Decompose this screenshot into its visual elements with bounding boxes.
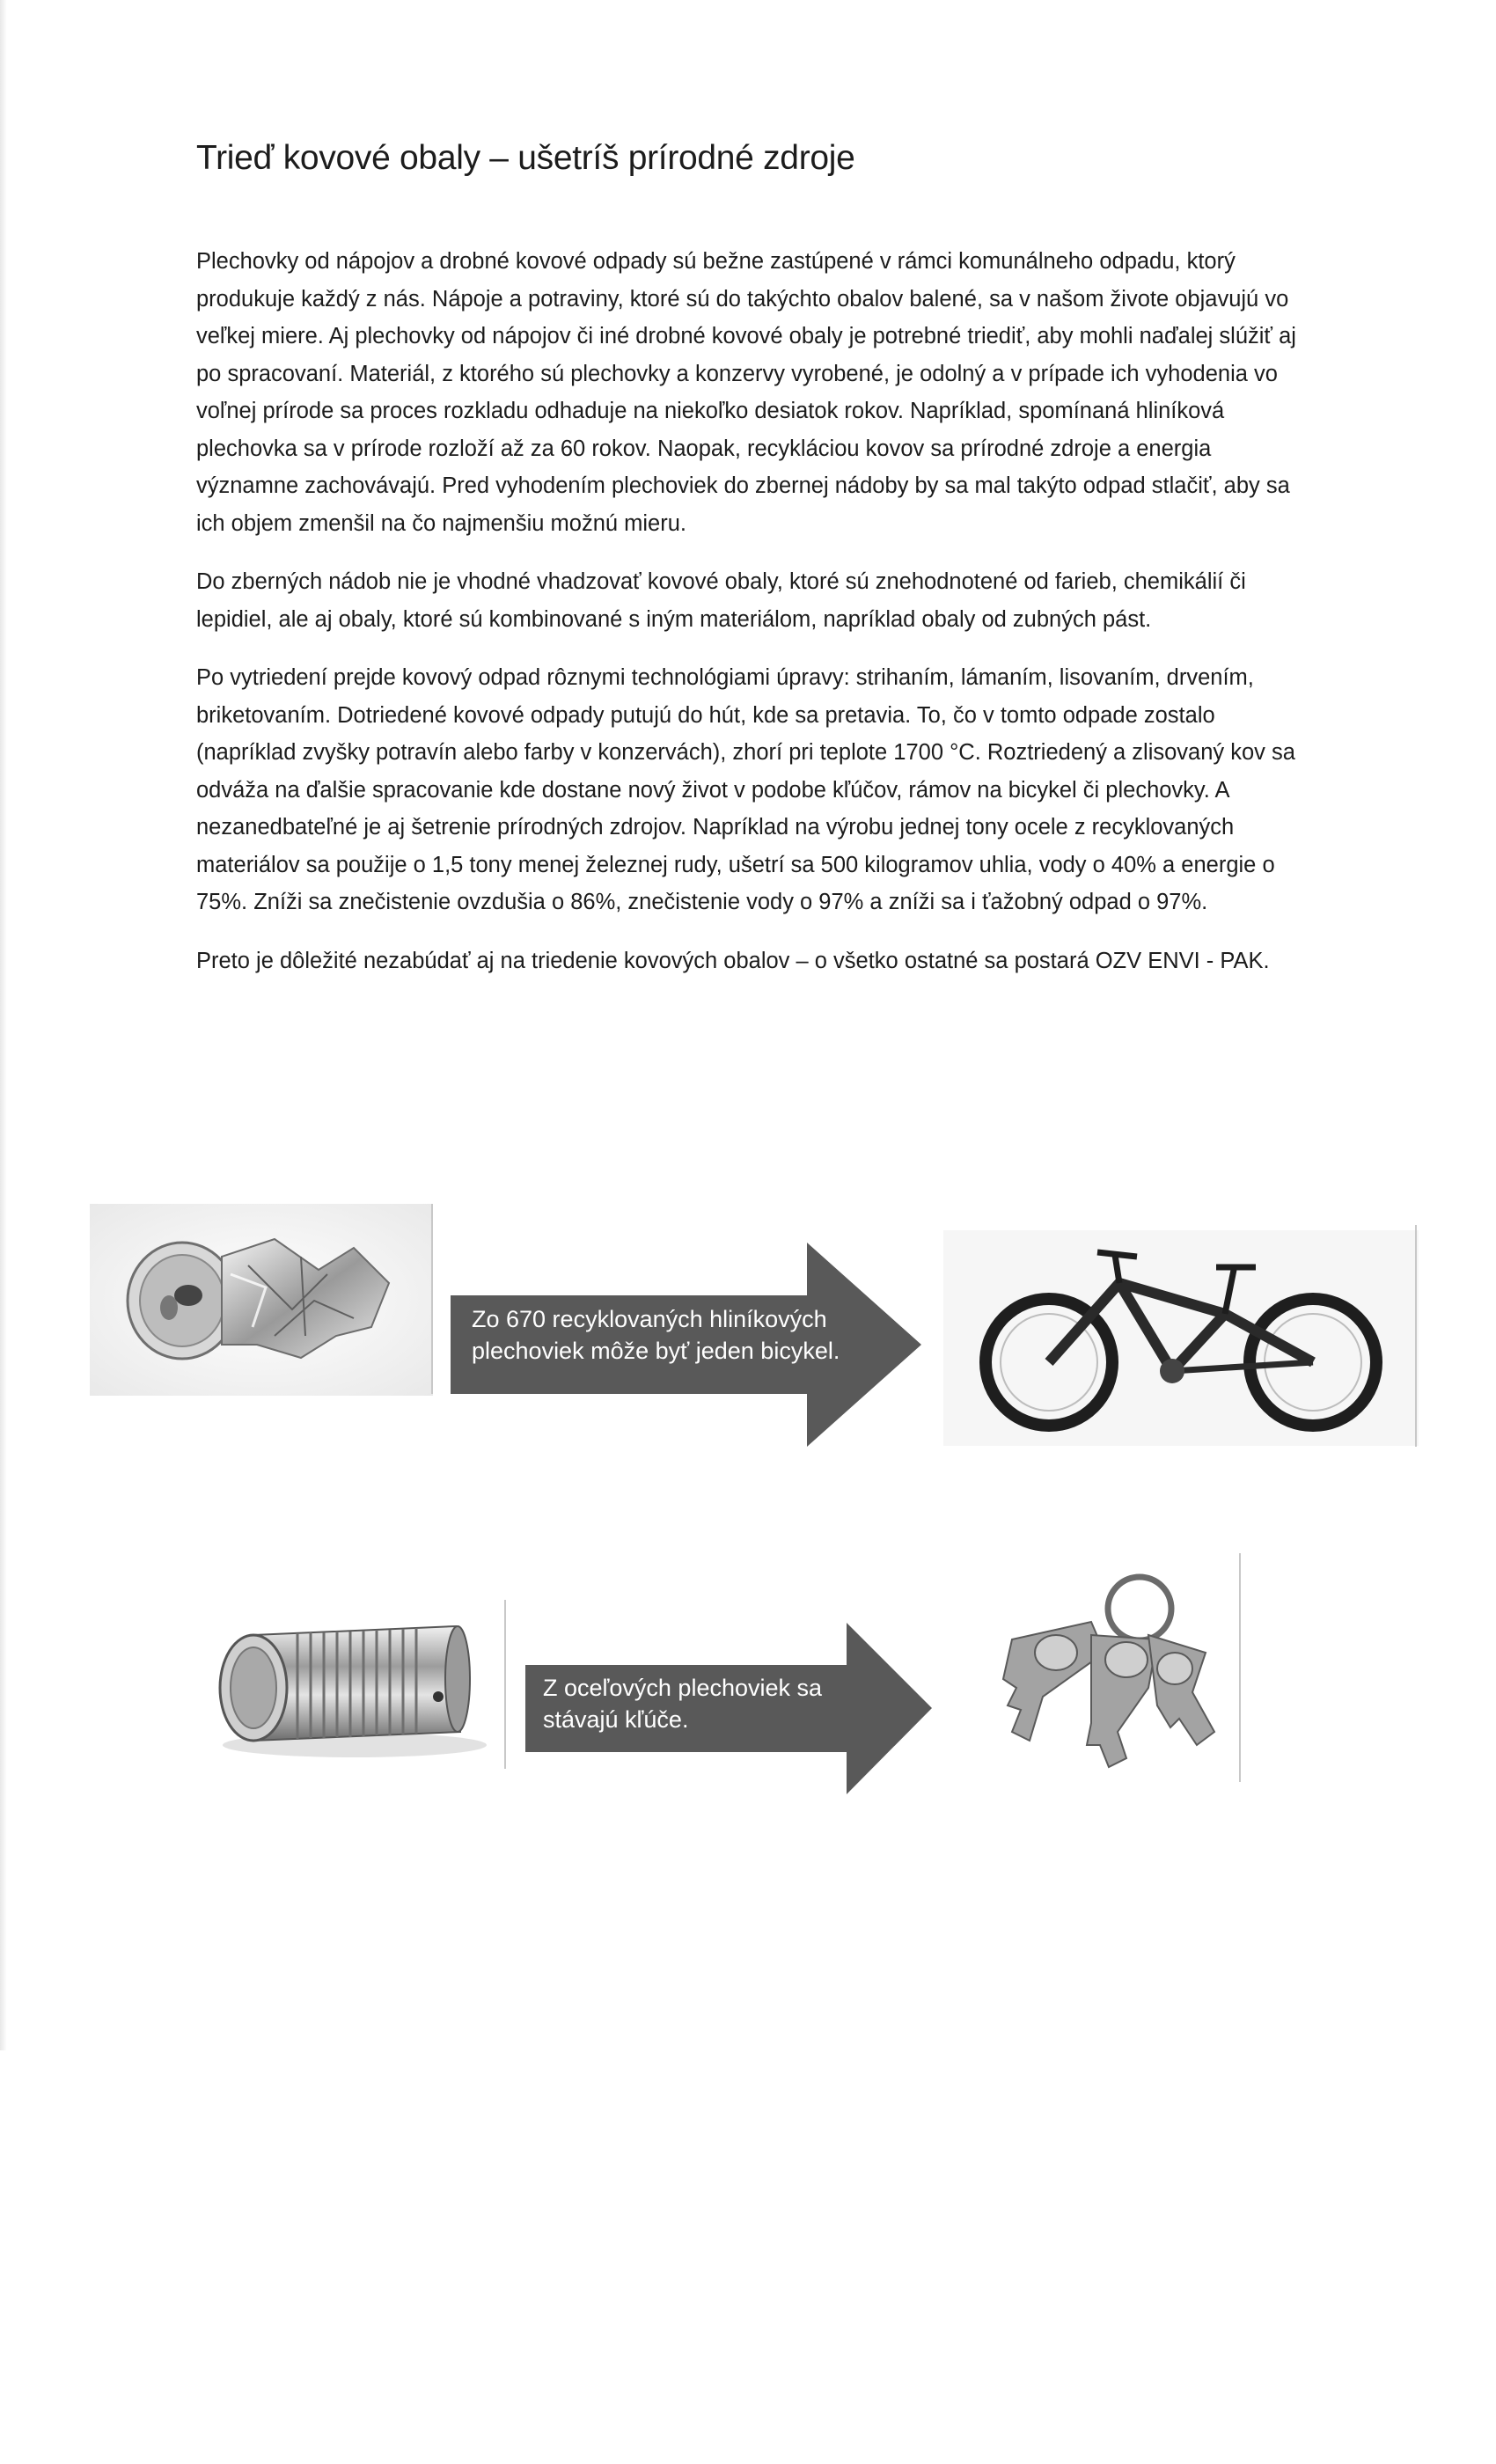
photo-edge	[1415, 1225, 1417, 1447]
paragraph-1: Plechovky od nápojov a drobné kovové odpady sú bežne zastúpené v rámci komunálneho odpadu, ktorý produkuje každý z nás. Nápoje a potraviny, ktoré sú do takýchto obalov balené, sa v našom živote objavujú vo veľkej miere. Aj plechovky od nápojov či iné drobné kovové obaly je potrebné triediť, aby mohli naďalej slúžiť aj po spracovaní. Materiál, z ktorého sú plechovky a konzervy vyrobené, je odolný a v prípade ich vyhodenia vo voľnej prírode sa proces rozkladu odhaduje na niekoľko desiatok rokov. Napríklad, spomínaná hliníková plechovka sa v prírode rozloží až za 60 rokov. Naopak, recykláciou kovov sa prírodné zdroje a energia významne zachovávajú. Pred vyhodením plechoviek do zbernej nádoby by sa mal takýto odpad stlačiť, aby sa ich objem zmenšil na čo najmenšiu možnú mieru.	[196, 249, 1296, 536]
tin-can-photo	[201, 1600, 504, 1767]
document-title: Trieď kovové obaly – ušetríš prírodné zdroje	[196, 139, 855, 177]
tin-can-icon	[201, 1600, 504, 1767]
keys-caption-line-2: stávajú kľúče.	[543, 1706, 689, 1733]
paragraph-3: Po vytriedení prejde kovový odpad rôznymi technológiami úpravy: strihaním, lámaním, lisovaním, drvením, briketovaním. Dotriedené kovové odpady putujú do hút, kde sa pretavia. To, čo v tomto odpade zostalo (napríklad zvyšky potravín alebo farby v konzervách), zhorí pri teplote 1700 °C. Roztriedený a zlisovaný kov sa odváža na ďalšie spracovanie kde dostane nový život v podobe kľúčov, rámov na bicykel či plechovky. A nezanedbateľné je aj šetrenie prírodných zdrojov. Napríklad na výrobu jednej tony ocele z recyklovaných materiálov sa použije o 1,5 tony menej železnej rudy, ušetrí sa 500 kilogramov uhlia, vody o 40% a energie o 75%. Zníži sa znečistenie ovzdušia o 86%, znečistenie vody o 97% a zníži sa i ťažobný odpad o 97%.	[196, 665, 1295, 914]
keys-caption	[543, 1672, 822, 1735]
photo-edge	[1239, 1553, 1241, 1782]
keys-icon	[959, 1556, 1241, 1780]
paragraph-2: Do zberných nádob nie je vhodné vhadzovať kovové obaly, ktoré sú znehodnotené od farieb, chemikálií či lepidiel, ale aj obaly, ktoré sú kombinované s iným materiálom, napríklad obaly od zubných pást.	[196, 569, 1246, 632]
photo-edge	[504, 1600, 506, 1769]
bicycle-photo	[943, 1230, 1419, 1446]
arrow-keys	[525, 1623, 932, 1794]
crushed-can-photo	[90, 1204, 433, 1396]
bicycle-caption-line-2: plechoviek môže byť jeden bicykel.	[472, 1338, 840, 1364]
keys-photo	[959, 1556, 1241, 1780]
crushed-can-icon	[90, 1204, 433, 1396]
bicycle-icon	[943, 1230, 1419, 1446]
scan-edge-shadow	[0, 0, 7, 2050]
bicycle-caption-line-1: Zo 670 recyklovaných hliníkových	[472, 1306, 827, 1332]
bicycle-caption	[472, 1303, 840, 1367]
photo-edge	[431, 1204, 433, 1394]
arrow-bicycle	[451, 1243, 921, 1447]
paragraph-4: Preto je dôležité nezabúdať aj na triedenie kovových obalov – o všetko ostatné sa postará OZV ENVI - PAK.	[196, 948, 1270, 973]
body-text	[196, 243, 1318, 1001]
keys-caption-line-1: Z oceľových plechoviek sa	[543, 1675, 823, 1701]
